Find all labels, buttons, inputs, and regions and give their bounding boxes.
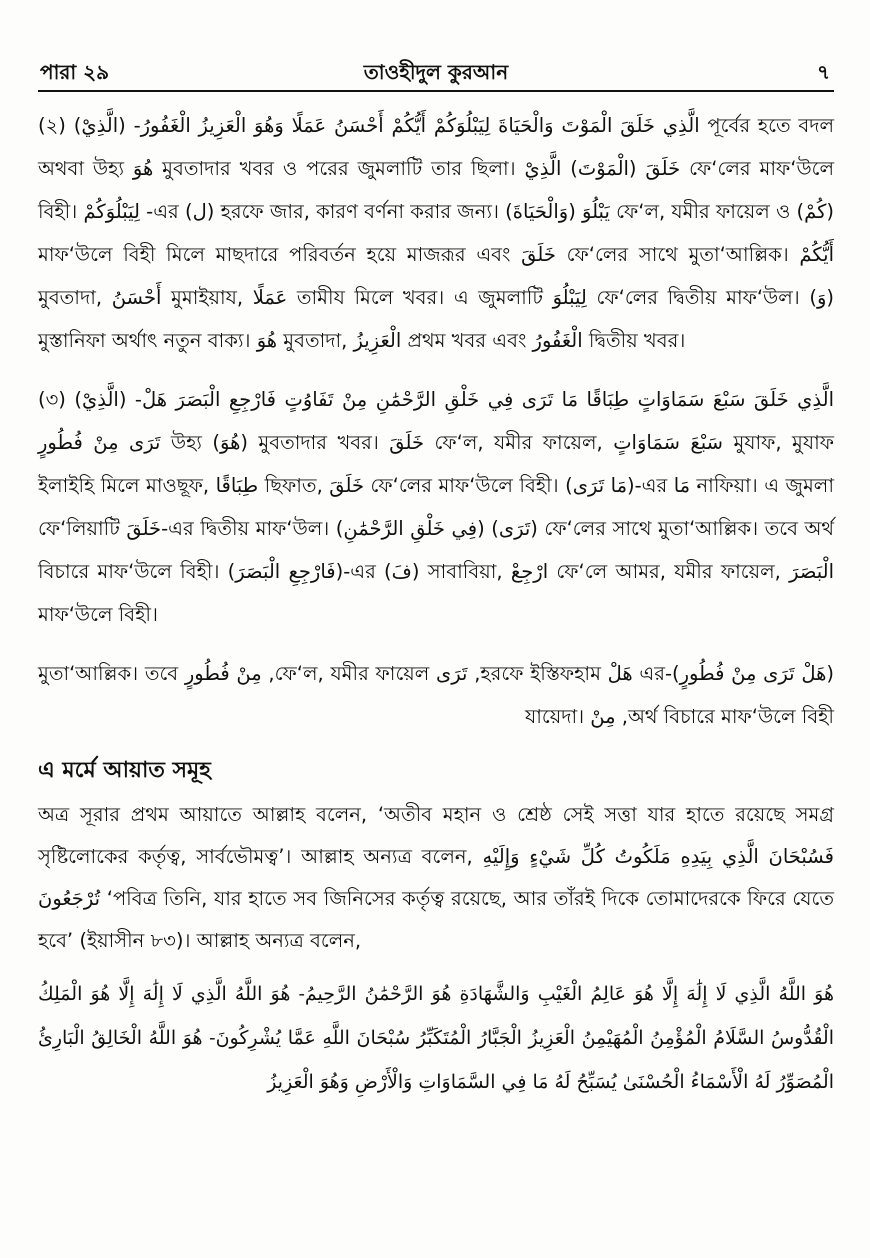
analysis-paragraph-2: (২) (الَّذِيْ) -الَّذِي خَلَقَ الْمَوْتَ وَالْحَيَاةَ لِيَبْلُوَكُمْ أَيُّكُمْ أَحْسَنُ عَمَلًا وَهُوَ الْعَزِيزُ الْغَفُورُ পূর্বের হতে বদল অথবা উহ্য هُوَ মুবতাদার খবর ও পরের জুমলাটি তার ছিলা। خَلَقَ (الْمَوْتَ) الَّذِيْ ফে‘লের মাফ‘উলে বিহী। لِيَبْلُوَكُمْ -এর (ل) হরফে জার, কারণ বর্ণনা করার জন্য। (وَالْحَيَاةَ) يَبْلُوَ ফে‘ল, যমীর ফায়েল ও (كُمْ) মাফ‘উলে বিহী মিলে মাছদারে পরিবর্তন হয়ে মাজরূর এবং خَلَقَ ফে‘লের সাথে মুতা‘আল্লিক। أَيُّكُمْ মুবতাদা, أَحْسَنُ মুমাইয়ায, عَمَلًا তামীয মিলে খবর। এ জুমলাটি لِيَبْلُوَ ফে‘লের দ্বিতীয় মাফ‘উল। (وَ) মুস্তানিফা অর্থাৎ নতুন বাক্য। هُوَ মুবতাদা, الْعَزِيزُ প্রথম খবর এবং الْغَفُورُ দ্বিতীয় খবর। [38,114,835,352]
body-paragraph: অত্র সূরার প্রথম আয়াতে আল্লাহ বলেন, ‘অতীব মহান ও শ্রেষ্ঠ সেই সত্তা যার হাতে রয়েছে সমগ্র সৃষ্টিলোকের কর্তৃত্ব, সার্বভৌমত্ব’। আল্লাহ অন্যত্র বলেন, فَسُبْحَانَ الَّذِي بِيَدِهِ مَلَكُوتُ كُلِّ شَيْءٍ وَإِلَيْهِ تُرْجَعُونَ ‘পবিত্র তিনি, যার হাতে সব জিনিসের কর্তৃত্ব রয়েছে, আর তাঁরই দিকে তোমাদেরকে ফিরে যেতে হবে’ (ইয়াসীন ৮৩)। আল্লাহ অন্যত্র বলেন, [38,803,834,952]
para-number: পারা ২৯ [40,60,110,84]
section-heading: এ মর্মে আয়াত সমূহ [38,758,211,783]
analysis-paragraph-3-continued: (هَلْ تَرَى مِنْ فُطُورٍ)-এর هَلْ হরফে ইস্তিফহাম, تَرَى ফে‘ল, যমীর ফায়েল, مِنْ فُطُورٍ মুতা‘আল্লিক। তবে অর্থ বিচারে মাফ‘উলে বিহী, مِنْ যায়েদা। [38,662,834,728]
page-content [38,104,834,1104]
arabic-quote: هُوَ اللَّهُ الَّذِي لَا إِلَٰهَ إِلَّا هُوَ عَالِمُ الْغَيْبِ وَالشَّهَادَةِ هُوَ الرَّحْمَٰنُ الرَّحِيمُ- هُوَ اللَّهُ الَّذِي لَا إِلَٰهَ إِلَّا هُوَ الْمَلِكُ الْقُدُّوسُ السَّلَامُ الْمُؤْمِنُ الْمُهَيْمِنُ الْعَزِيزُ الْجَبَّارُ الْمُتَكَبِّرُ سُبْحَانَ اللَّهِ عَمَّا يُشْرِكُونَ- هُوَ اللَّهُ الْخَالِقُ الْبَارِئُ الْمُصَوِّرُ لَهُ الْأَسْمَاءُ الْحُسْنَىٰ يُسَبِّحُ لَهُ مَا فِي السَّمَاوَاتِ وَالْأَرْضِ وَهُوَ الْعَزِيزُ [38,983,834,1093]
analysis-paragraph-3: (৩) (الَّذِيْ) -الَّذِي خَلَقَ سَبْعَ سَمَاوَاتٍ طِبَاقًا مَا تَرَى فِي خَلْقِ الرَّحْمَٰنِ مِنْ تَفَاوُتٍ فَارْجِعِ الْبَصَرَ هَلْ تَرَى مِنْ فُطُورٍ উহ্য (هُوَ) মুবতাদার খবর। خَلَقَ ফে‘ল, যমীর ফায়েল, سَبْعَ سَمَاوَاتٍ মুযাফ, মুযাফ ইলাইহি মিলে মাওছূফ, طِبَاقًا ছিফাত, خَلَقَ ফে‘লের মাফ‘উলে বিহী। (مَا تَرَى)-এর مَا নাফিয়া। এ জুমলা ফে‘লিয়াটি خَلَقَ-এর দ্বিতীয় মাফ‘উল। (فِي خَلْقِ الرَّحْمَٰنِ) (تَرَى) ফে‘লের সাথে মুতা‘আল্লিক। তবে অর্থ বিচারে মাফ‘উলে বিহী। (فَارْجِعِ الْبَصَرَ)-এর (فَ) সাবাবিয়া, ارْجِعْ ফে‘লে আমর, যমীর ফায়েল, الْبَصَرَ মাফ‘উলে বিহী। [38,388,835,626]
page-header [38,52,834,92]
book-title: তাওহীদুল কুরআন [363,60,509,84]
page-number: ৭ [816,60,830,84]
